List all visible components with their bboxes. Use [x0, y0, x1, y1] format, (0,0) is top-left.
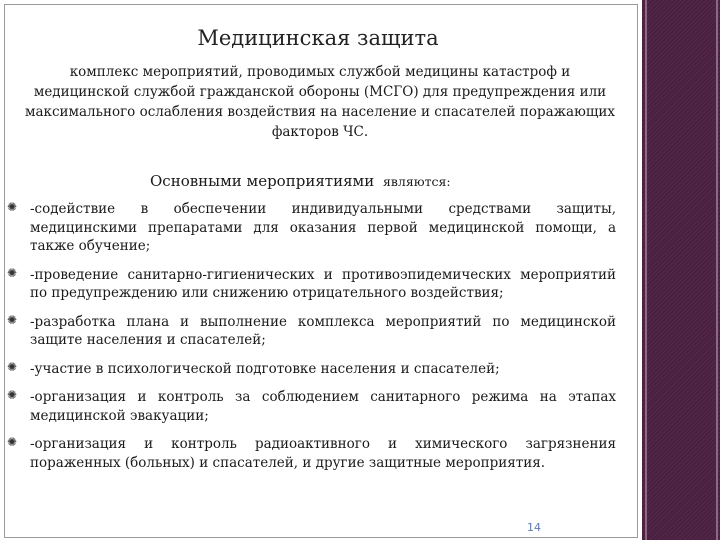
list-item-text: -разработка плана и выполнение комплекса мероприятий по медицинской защите населения и спасателей; [30, 313, 616, 348]
list-item-text: -проведение санитарно-гигиенических и противоэпидемических мероприятий по предупреждению или снижению отрицательного воздействия; [30, 266, 616, 301]
list-item [6, 313, 616, 350]
list-item-text: -организация и контроль за соблюдением санитарного режима на этапах медицинской эвакуации; [30, 389, 616, 424]
sun-bullet-icon: ✺ [7, 312, 18, 327]
list-item-text: -содействие в обеспечении индивидуальными средствами защиты, медицинскими препаратами для оказания первой медицинской помощи, а также обучение; [30, 201, 616, 254]
sun-bullet-icon: ✺ [7, 359, 18, 374]
subheading-tail: являются: [382, 174, 451, 189]
list-item [6, 388, 616, 425]
sun-bullet-icon: ✺ [7, 388, 18, 402]
list-item-text: -организация и контроль радиоактивного и химического загрязнения пораженных (больных) и спасателей, и другие защитные мероприятия. [30, 436, 616, 471]
list-item [6, 435, 616, 472]
subheading-main: Основными мероприятиями [150, 172, 375, 190]
list-item [6, 360, 616, 379]
list-item [6, 200, 616, 256]
subheading [150, 172, 451, 190]
measures-list [6, 200, 616, 472]
sun-bullet-icon: ✺ [7, 435, 18, 449]
decorative-sidebar [642, 0, 720, 540]
definition-text: комплекс мероприятий, проводимых службой медицины катастроф и медицинской службой гражданской обороны (МСГО) для предупреждения или максимального ослабления воздействия на население и спасателей поражающих факторов ЧС. [24, 64, 616, 140]
slide-title: Медицинская защита [197, 26, 439, 50]
sun-bullet-icon: ✺ [7, 200, 18, 214]
sun-bullet-icon: ✺ [7, 265, 18, 280]
page-number: 14 [527, 521, 541, 534]
list-item-text: -участие в психологической подготовке населения и спасателей; [30, 360, 500, 377]
list-item [6, 266, 616, 303]
